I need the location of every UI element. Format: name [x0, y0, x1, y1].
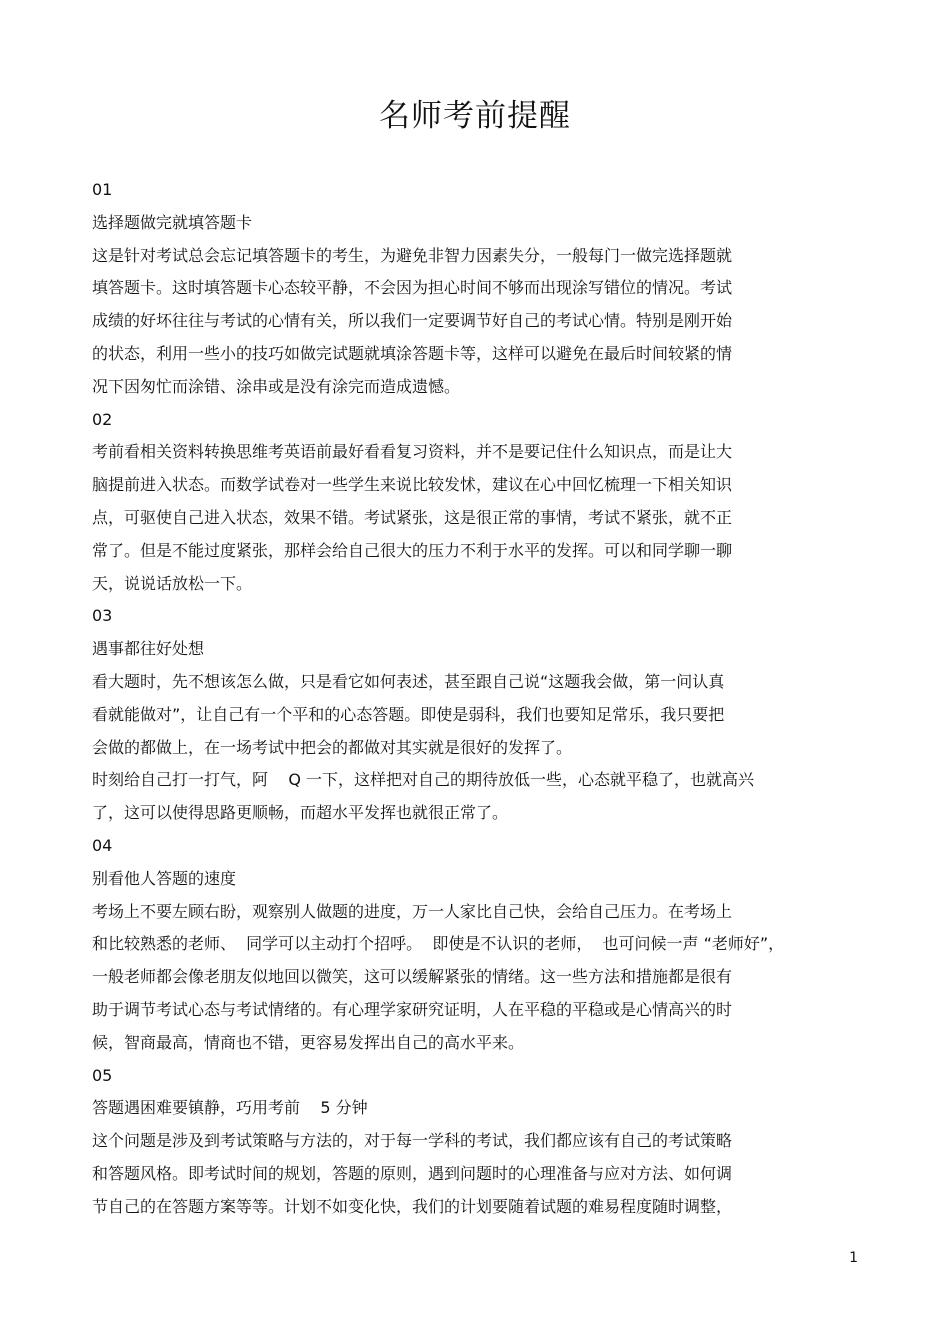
paragraph-line: 和比较熟悉的老师、 同学可以主动打个招呼。 即使是不认识的老师， 也可问候一声 “老师好”， [92, 934, 785, 954]
section-number: 01 [92, 180, 113, 199]
paragraph-line: 时刻给自己打一打气，阿 Q 一下，这样把对自己的期待放低一些，心态就平稳了，也就高兴 [92, 770, 755, 790]
paragraph-line: 了，这可以使得思路更顺畅，而超水平发挥也就很正常了。 [92, 803, 509, 823]
section-number: 04 [92, 835, 113, 855]
paragraph-line: 看大题时，先不想该怎么做，只是看它如何表述，甚至跟自己说“这题我会做，第一问认真 [92, 671, 725, 691]
section-heading: 答题遇困难要镇静，巧用考前 5 分钟 [92, 1098, 368, 1118]
paragraph-line: 助于调节考试心态与考试情绪的。有心理学家研究证明，人在平稳的平稳或是心情高兴的时 [92, 999, 733, 1019]
paragraph-line: 一般老师都会像老朋友似地回以微笑，这可以缓解紧张的情绪。这一些方法和措施都是很有 [92, 967, 733, 987]
paragraph-line: 看就能做对”，让自己有一个平和的心态答题。即使是弱科，我们也要知足常乐，我只要把 [92, 704, 725, 724]
paragraph-line: 天，说说话放松一下。 [92, 573, 253, 593]
page-number: 1 [849, 1250, 858, 1266]
paragraph-line: 常了。但是不能过度紧张，那样会给自己很大的压力不利于水平的发挥。可以和同学聊一聊 [92, 540, 733, 560]
section-number: 05 [92, 1065, 113, 1085]
paragraph-line: 考前看相关资料转换思维考英语前最好看看复习资料，并不是要记住什么知识点，而是让大 [92, 442, 733, 462]
paragraph-line: 这个问题是涉及到考试策略与方法的，对于每一学科的考试，我们都应该有自己的考试策略 [92, 1131, 733, 1151]
paragraph-line: 填答题卡。这时填答题卡心态较平静，不会因为担心时间不够而出现涂写错位的情况。考试 [92, 278, 733, 298]
section-number: 03 [92, 606, 113, 626]
section-heading: 遇事都往好处想 [92, 639, 205, 659]
section-heading: 选择题做完就填答题卡 [92, 212, 253, 232]
paragraph-line: 考场上不要左顾右盼，观察别人做题的进度，万一人家比自己快，会给自己压力。在考场上 [92, 901, 733, 921]
paragraph-line: 这是针对考试总会忘记填答题卡的考生，为避免非智力因素失分，一般每门一做完选择题就 [92, 245, 733, 265]
section-heading: 别看他人答题的速度 [92, 868, 237, 888]
paragraph-line: 候，智商最高，情商也不错，更容易发挥出自己的高水平来。 [92, 1032, 525, 1052]
paragraph-line: 况下因匆忙而涂错、涂串或是没有涂完而造成遗憾。 [92, 376, 461, 396]
page-title: 名师考前提醒 [379, 98, 571, 134]
paragraph-line: 脑提前进入状态。而数学试卷对一些学生来说比较发怵，建议在心中回忆梳理一下相关知识 [92, 475, 733, 495]
paragraph-line: 的状态，利用一些小的技巧如做完试题就填涂答题卡等，这样可以避免在最后时间较紧的情 [92, 343, 733, 363]
paragraph-line: 成绩的好坏往往与考试的心情有关，所以我们一定要调节好自己的考试心情。特别是刚开始 [92, 311, 733, 331]
paragraph-line: 和答题风格。即考试时间的规划，答题的原则，遇到问题时的心理准备与应对方法、如何调 [92, 1163, 733, 1183]
paragraph-line: 点，可驱使自己进入状态，效果不错。考试紧张，这是很正常的事情，考试不紧张，就不正 [92, 507, 733, 527]
document-body [92, 174, 872, 1224]
paragraph-line: 节自己的在答题方案等等。计划不如变化快，我们的计划要随着试题的难易程度随时调整， [92, 1196, 733, 1216]
paragraph-line: 会做的都做上，在一场考试中把会的都做对其实就是很好的发挥了。 [92, 737, 573, 757]
section-number: 02 [92, 409, 113, 429]
